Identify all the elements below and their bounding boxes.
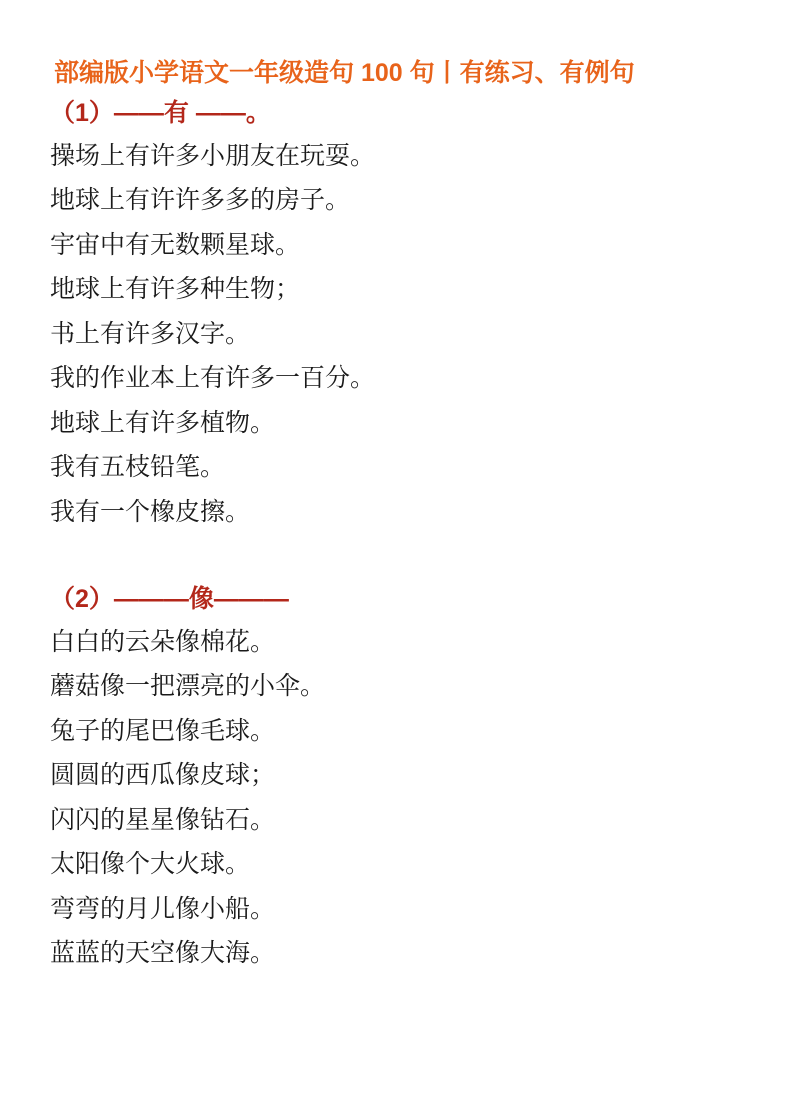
list-item: 太阳像个大火球。	[50, 851, 251, 879]
section-1	[46, 95, 746, 535]
list-item: 地球上有许多植物。	[50, 409, 276, 437]
list-item: 我有五枝铅笔。	[50, 454, 226, 482]
section-1-heading: （1）——有 ——。	[50, 99, 271, 128]
list-item: 蓝蓝的天空像大海。	[50, 940, 276, 968]
section-2	[46, 581, 746, 977]
list-item: 我有一个橡皮擦。	[50, 498, 251, 526]
list-item: 闪闪的星星像钻石。	[50, 806, 276, 834]
section-1-sentence-list	[46, 135, 746, 536]
section-2-heading: （2）———像———	[50, 585, 289, 614]
list-item: 白白的云朵像棉花。	[50, 628, 276, 656]
list-item: 兔子的尾巴像毛球。	[50, 717, 276, 745]
list-item: 地球上有许许多多的房子。	[50, 187, 351, 215]
list-item: 我的作业本上有许多一百分。	[50, 365, 376, 393]
section-divider-space	[46, 535, 746, 581]
list-item: 宇宙中有无数颗星球。	[50, 231, 301, 259]
list-item: 蘑菇像一把漂亮的小伞。	[50, 673, 326, 701]
list-item: 弯弯的月儿像小船。	[50, 895, 276, 923]
list-item: 圆圆的西瓜像皮球；	[50, 762, 276, 790]
section-2-sentence-list	[46, 621, 746, 977]
list-item: 地球上有许多种生物；	[50, 276, 301, 304]
page-title: 部编版小学语文一年级造句 100 句丨有练习、有例句	[54, 59, 635, 87]
list-item: 书上有许多汉字。	[50, 320, 251, 348]
list-item: 操场上有许多小朋友在玩耍。	[50, 142, 376, 170]
